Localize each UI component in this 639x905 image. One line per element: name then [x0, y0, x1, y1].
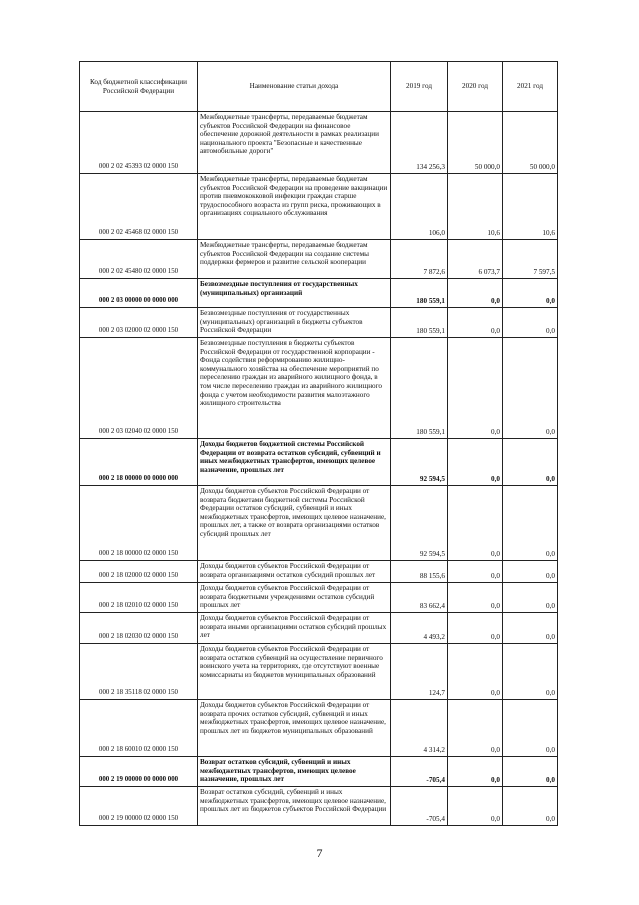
row-name: Безвозмездные поступления от государственных (муниципальных) организаций [198, 279, 391, 308]
row-value-2019: 4 314,2 [391, 700, 448, 757]
row-code: 000 2 18 02000 02 0000 150 [80, 561, 198, 583]
budget-revenue-table-page [79, 61, 557, 826]
row-value-2020: 0,0 [448, 486, 503, 561]
row-value-2020: 0,0 [448, 338, 503, 439]
row-value-2019: 83 662,4 [391, 583, 448, 613]
row-value-2020: 0,0 [448, 700, 503, 757]
row-code: 000 2 02 45480 02 0000 150 [80, 240, 198, 279]
row-value-2019: 134 256,3 [391, 112, 448, 174]
row-value-2021: 0,0 [503, 561, 558, 583]
table-row [80, 112, 558, 174]
table-row [80, 583, 558, 613]
row-value-2021: 0,0 [503, 613, 558, 644]
table-row [80, 174, 558, 240]
row-value-2021: 50 000,0 [503, 112, 558, 174]
row-code: 000 2 03 02000 02 0000 150 [80, 308, 198, 338]
row-code: 000 2 03 02040 02 0000 150 [80, 338, 198, 439]
row-value-2021: 0,0 [503, 700, 558, 757]
header-2020: 2020 год [448, 62, 503, 112]
row-code: 000 2 02 45468 02 0000 150 [80, 174, 198, 240]
header-code: Код бюджетной классификации Российской Федерации [80, 62, 198, 112]
row-value-2020: 50 000,0 [448, 112, 503, 174]
row-value-2021: 0,0 [503, 338, 558, 439]
row-value-2021: 10,6 [503, 174, 558, 240]
row-value-2020: 0,0 [448, 787, 503, 826]
header-name: Наименование статьи дохода [198, 62, 391, 112]
row-value-2019: 88 155,6 [391, 561, 448, 583]
table-row [80, 279, 558, 308]
row-value-2019: 7 872,6 [391, 240, 448, 279]
table-row [80, 308, 558, 338]
row-value-2020: 0,0 [448, 583, 503, 613]
table-row [80, 240, 558, 279]
row-code: 000 2 03 00000 00 0000 000 [80, 279, 198, 308]
row-value-2021: 0,0 [503, 644, 558, 700]
row-value-2021: 0,0 [503, 787, 558, 826]
row-value-2021: 0,0 [503, 757, 558, 787]
row-value-2019: 106,0 [391, 174, 448, 240]
table-body [80, 112, 558, 826]
row-value-2019: 92 594,5 [391, 439, 448, 486]
row-name: Доходы бюджетов субъектов Российской Федерации от возврата бюджетными учреждениями остатков субсидий прошлых лет [198, 583, 391, 613]
row-value-2020: 10,6 [448, 174, 503, 240]
row-value-2020: 0,0 [448, 561, 503, 583]
row-code: 000 2 02 45393 02 0000 150 [80, 112, 198, 174]
row-name: Доходы бюджетов бюджетной системы Российской Федерации от возврата остатков субсидий, субвенций и иных межбюджетных трансфертов, имеющих целевое назначение, прошлых лет [198, 439, 391, 486]
row-code: 000 2 18 00000 00 0000 000 [80, 439, 198, 486]
table-header-row [80, 62, 558, 112]
row-value-2020: 0,0 [448, 439, 503, 486]
table-row [80, 338, 558, 439]
row-name: Межбюджетные трансферты, передаваемые бюджетам субъектов Российской Федерации на создание системы поддержки фермеров и развитие сельской кооперации [198, 240, 391, 279]
row-value-2021: 7 597,5 [503, 240, 558, 279]
table-row [80, 757, 558, 787]
row-value-2021: 0,0 [503, 583, 558, 613]
row-name: Безвозмездные поступления от государственных (муниципальных) организаций в бюджеты субъектов Российской Федерации [198, 308, 391, 338]
row-value-2019: -705,4 [391, 787, 448, 826]
row-name: Межбюджетные трансферты, передаваемые бюджетам субъектов Российской Федерации на финансовое обеспечение дорожной деятельности в рамках реализации национального проекта "Безопасные и качественные автомобильные дороги" [198, 112, 391, 174]
row-name: Возврат остатков субсидий, субвенций и иных межбюджетных трансфертов, имеющих целевое назначение, прошлых лет из бюджетов субъектов Российской Федерации [198, 787, 391, 826]
table-row [80, 561, 558, 583]
header-2021: 2021 год [503, 62, 558, 112]
row-value-2020: 0,0 [448, 644, 503, 700]
row-value-2020: 0,0 [448, 279, 503, 308]
row-name: Доходы бюджетов субъектов Российской Федерации от возврата остатков субвенций на осуществление первичного воинского учета на территориях, где отсутствуют военные комиссариаты из бюджетов муниципальных образований [198, 644, 391, 700]
row-value-2019: 124,7 [391, 644, 448, 700]
row-name: Межбюджетные трансферты, передаваемые бюджетам субъектов Российской Федерации на проведение вакцинации против пневмококковой инфекции граждан старше трудоспособного возраста из групп риска, проживающих в организациях социального обслуживания [198, 174, 391, 240]
row-value-2019: 4 493,2 [391, 613, 448, 644]
row-code: 000 2 18 02030 02 0000 150 [80, 613, 198, 644]
row-code: 000 2 18 00000 02 0000 150 [80, 486, 198, 561]
row-name: Доходы бюджетов субъектов Российской Федерации от возврата бюджетами бюджетной системы Российской Федерации остатков субсидий, субвенций и иных межбюджетных трансфертов, имеющих целевое назначение, прошлых лет, а также от возврата организациями остатков субсидий прошлых лет [198, 486, 391, 561]
row-name: Доходы бюджетов субъектов Российской Федерации от возврата организациями остатков субсидий прошлых лет [198, 561, 391, 583]
row-name: Безвозмездные поступления в бюджеты субъектов Российской Федерации от государственной корпорации - Фонда содействия реформированию жилищно-коммунального хозяйства на обеспечение мероприятий по переселению граждан из аварийного жилищного фонда, в том числе переселению граждан из аварийного жилищного фонда с учетом необходимости развития малоэтажного жилищного строительства [198, 338, 391, 439]
row-name: Возврат остатков субсидий, субвенций и иных межбюджетных трансфертов, имеющих целевое назначение, прошлых лет [198, 757, 391, 787]
row-value-2020: 0,0 [448, 308, 503, 338]
table-row [80, 700, 558, 757]
row-value-2020: 6 073,7 [448, 240, 503, 279]
row-value-2021: 0,0 [503, 308, 558, 338]
row-name: Доходы бюджетов субъектов Российской Федерации от возврата иными организациями остатков субсидий прошлых лет [198, 613, 391, 644]
row-value-2019: 180 559,1 [391, 338, 448, 439]
table-row [80, 787, 558, 826]
row-code: 000 2 18 60010 02 0000 150 [80, 700, 198, 757]
row-value-2019: 180 559,1 [391, 308, 448, 338]
revenue-table [79, 61, 558, 826]
row-value-2019: 92 594,5 [391, 486, 448, 561]
row-value-2019: 180 559,1 [391, 279, 448, 308]
row-value-2021: 0,0 [503, 486, 558, 561]
table-row [80, 486, 558, 561]
row-value-2021: 0,0 [503, 439, 558, 486]
row-value-2020: 0,0 [448, 613, 503, 644]
table-row [80, 644, 558, 700]
row-code: 000 2 18 02010 02 0000 150 [80, 583, 198, 613]
row-value-2021: 0,0 [503, 279, 558, 308]
header-2019: 2019 год [391, 62, 448, 112]
table-row [80, 439, 558, 486]
row-code: 000 2 18 35118 02 0000 150 [80, 644, 198, 700]
row-name: Доходы бюджетов субъектов Российской Федерации от возврата прочих остатков субсидий, субвенций и иных межбюджетных трансфертов, имеющих целевое назначение, прошлых лет из бюджетов муниципальных образований [198, 700, 391, 757]
row-code: 000 2 19 00000 02 0000 150 [80, 787, 198, 826]
row-value-2020: 0,0 [448, 757, 503, 787]
row-code: 000 2 19 00000 00 0000 000 [80, 757, 198, 787]
row-value-2019: -705,4 [391, 757, 448, 787]
page-number: 7 [316, 846, 323, 860]
table-row [80, 613, 558, 644]
